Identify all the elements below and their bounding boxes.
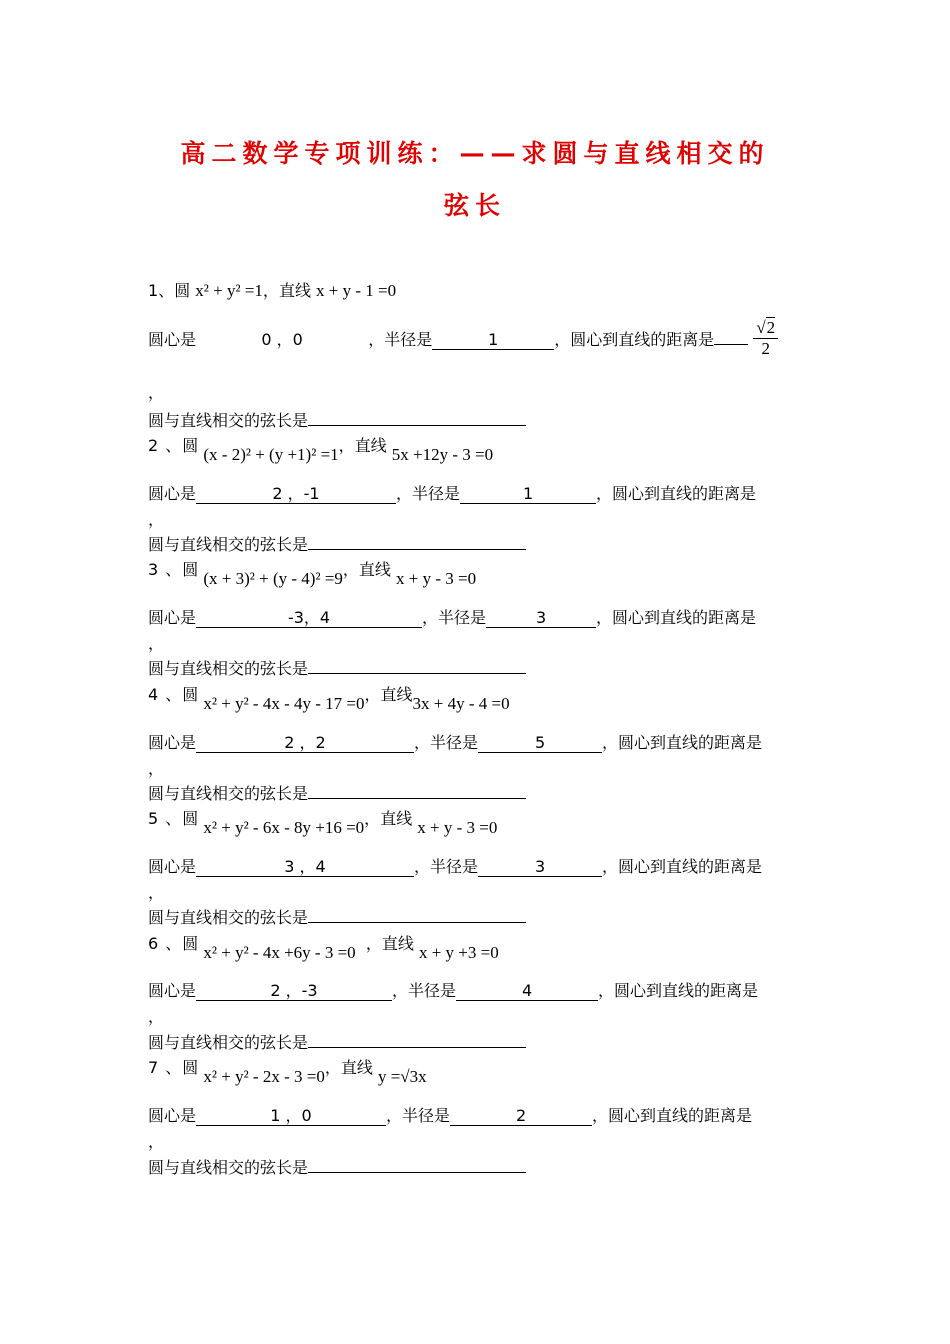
circle-equation: x² + y² - 4x - 4y - 17 =0 — [203, 694, 365, 713]
chord-label: 圆与直线相交的弦长是 — [148, 411, 309, 430]
radius-label: ，半径是 — [368, 330, 433, 349]
center-answer: 3 ，4 — [196, 857, 414, 877]
problem-3-answers — [148, 605, 756, 628]
distance-answer: $\frac{√2}{2}$ — [753, 318, 778, 359]
circle-equation: x² + y² - 2x - 3 =0 — [203, 1067, 325, 1086]
center-answer: -3，4 — [196, 608, 422, 628]
problem-number: 7 、 — [148, 1058, 183, 1077]
radius-label: ，半径是 — [414, 733, 479, 752]
problem-number: 5 、 — [148, 809, 183, 828]
chord-blank — [308, 1153, 526, 1173]
problem-3-statement — [148, 557, 477, 588]
title-line-2: 弦长 — [443, 191, 506, 220]
problem-6-answers — [148, 978, 758, 1001]
distance-label: ，圆心到直线的距离是 — [592, 1106, 753, 1125]
distance-label: ，圆心到直线的距离是 — [554, 330, 715, 349]
distance-label: ，圆心到直线的距离是 — [596, 484, 757, 503]
radius-answer: 2 — [450, 1106, 592, 1126]
problem-number: 6 、 — [148, 934, 183, 953]
problem-number: 4 、 — [148, 685, 183, 704]
separator: ， — [338, 436, 355, 455]
separator: ， — [364, 809, 381, 828]
problem-6-chord — [148, 1028, 526, 1053]
chord-blank — [308, 779, 526, 799]
circle-label: 圆 — [182, 809, 199, 828]
line-label: 直线 — [278, 281, 311, 300]
center-label: 圆心是 — [148, 733, 197, 752]
chord-label: 圆与直线相交的弦长是 — [148, 659, 309, 678]
chord-blank — [308, 903, 526, 923]
problem-3-chord — [148, 654, 526, 679]
radius-answer: 3 — [478, 857, 602, 877]
line-equation: 3x + 4y - 4 =0 — [412, 694, 510, 713]
line-equation: x + y - 1 =0 — [316, 281, 397, 300]
radius-answer: 3 — [486, 608, 596, 628]
comma-mark: ， — [148, 634, 165, 653]
circle-label: 圆 — [174, 281, 191, 300]
chord-label: 圆与直线相交的弦长是 — [148, 784, 309, 803]
separator: ， — [342, 560, 359, 579]
center-answer: 2 ，-1 — [196, 484, 396, 504]
center-answer: 2 ，2 — [196, 733, 414, 753]
center-label: 圆心是 — [148, 981, 197, 1000]
chord-blank — [308, 1028, 526, 1048]
center-label: 圆心是 — [148, 330, 197, 349]
chord-blank — [308, 654, 526, 674]
chord-label: 圆与直线相交的弦长是 — [148, 535, 309, 554]
comma-mark: ， — [148, 883, 165, 902]
distance-label: ，圆心到直线的距离是 — [602, 857, 763, 876]
problem-2-statement — [148, 433, 494, 464]
center-label: 圆心是 — [148, 484, 197, 503]
circle-label: 圆 — [182, 685, 199, 704]
line-equation: 5x +12y - 3 =0 — [391, 445, 494, 464]
circle-label: 圆 — [182, 436, 199, 455]
line-equation: x + y +3 =0 — [418, 943, 499, 962]
separator: ， — [262, 281, 279, 300]
comma-mark: ， — [148, 1132, 165, 1151]
comma-mark: ， — [148, 510, 165, 529]
radius-answer: 1 — [432, 330, 554, 350]
comma-mark: ， — [148, 759, 165, 778]
line-label: 直线 — [354, 436, 387, 455]
center-answer: 2 ，-3 — [196, 981, 392, 1001]
problem-1-answers — [148, 320, 778, 361]
problem-1-chord — [148, 406, 526, 431]
circle-equation: (x + 3)² + (y - 4)² =9 — [203, 569, 343, 588]
circle-equation: (x - 2)² + (y +1)² =1 — [203, 445, 339, 464]
chord-label: 圆与直线相交的弦长是 — [148, 1158, 309, 1177]
circle-label: 圆 — [182, 934, 199, 953]
line-label: 直线 — [381, 934, 414, 953]
problem-7-answers — [148, 1103, 752, 1126]
problem-7-chord — [148, 1153, 526, 1178]
radius-label: ，半径是 — [414, 857, 479, 876]
distance-blank — [714, 325, 748, 345]
line-equation: y =√3x — [377, 1067, 427, 1086]
circle-label: 圆 — [182, 1058, 199, 1077]
radius-label: ，半径是 — [386, 1106, 451, 1125]
line-label: 直线 — [380, 685, 413, 704]
chord-label: 圆与直线相交的弦长是 — [148, 908, 309, 927]
radius-answer: 5 — [478, 733, 602, 753]
center-label: 圆心是 — [148, 608, 197, 627]
separator: ， — [365, 934, 382, 953]
problem-5-chord — [148, 903, 526, 928]
problem-1-statement — [148, 278, 396, 301]
problem-2-answers — [148, 481, 756, 504]
distance-label: ，圆心到直线的距离是 — [602, 733, 763, 752]
comma-mark: ， — [148, 1007, 165, 1026]
center-label: 圆心是 — [148, 857, 197, 876]
radius-label: ，半径是 — [396, 484, 461, 503]
problem-number: 1、 — [148, 281, 175, 300]
line-equation: x + y - 3 =0 — [396, 569, 477, 588]
distance-label: ，圆心到直线的距离是 — [598, 981, 759, 1000]
separator: ， — [364, 685, 381, 704]
chord-blank — [308, 530, 526, 550]
circle-label: 圆 — [182, 560, 199, 579]
separator: ， — [324, 1058, 341, 1077]
problem-number: 3 、 — [148, 560, 183, 579]
center-label: 圆心是 — [148, 1106, 197, 1125]
problem-number: 2 、 — [148, 436, 183, 455]
line-label: 直线 — [380, 809, 413, 828]
problem-5-statement — [148, 806, 498, 837]
problem-2-chord — [148, 530, 526, 555]
chord-label: 圆与直线相交的弦长是 — [148, 1033, 309, 1052]
comma-mark: ， — [148, 383, 165, 402]
center-answer: 0 ，0 — [261, 330, 303, 349]
problem-4-answers — [148, 730, 762, 753]
circle-equation: x² + y² - 4x +6y - 3 =0 — [203, 943, 356, 962]
chord-blank — [308, 406, 526, 426]
radius-label: ，半径是 — [392, 981, 457, 1000]
circle-equation: x² + y² =1 — [195, 281, 263, 300]
circle-equation: x² + y² - 6x - 8y +16 =0 — [203, 818, 365, 837]
distance-label: ，圆心到直线的距离是 — [596, 608, 757, 627]
center-answer: 1 ，0 — [196, 1106, 386, 1126]
radius-answer: 4 — [456, 981, 598, 1001]
radius-answer: 1 — [460, 484, 596, 504]
problem-6-statement — [148, 931, 499, 962]
line-label: 直线 — [358, 560, 391, 579]
problem-5-answers — [148, 854, 762, 877]
title-line-1: 高二数学专项训练：——求圆与直线相交的 — [180, 139, 770, 168]
problem-4-statement — [148, 682, 510, 713]
line-equation: x + y - 3 =0 — [417, 818, 498, 837]
radius-label: ，半径是 — [422, 608, 487, 627]
problem-7-statement — [148, 1055, 427, 1086]
line-label: 直线 — [340, 1058, 373, 1077]
problem-4-chord — [148, 779, 526, 804]
